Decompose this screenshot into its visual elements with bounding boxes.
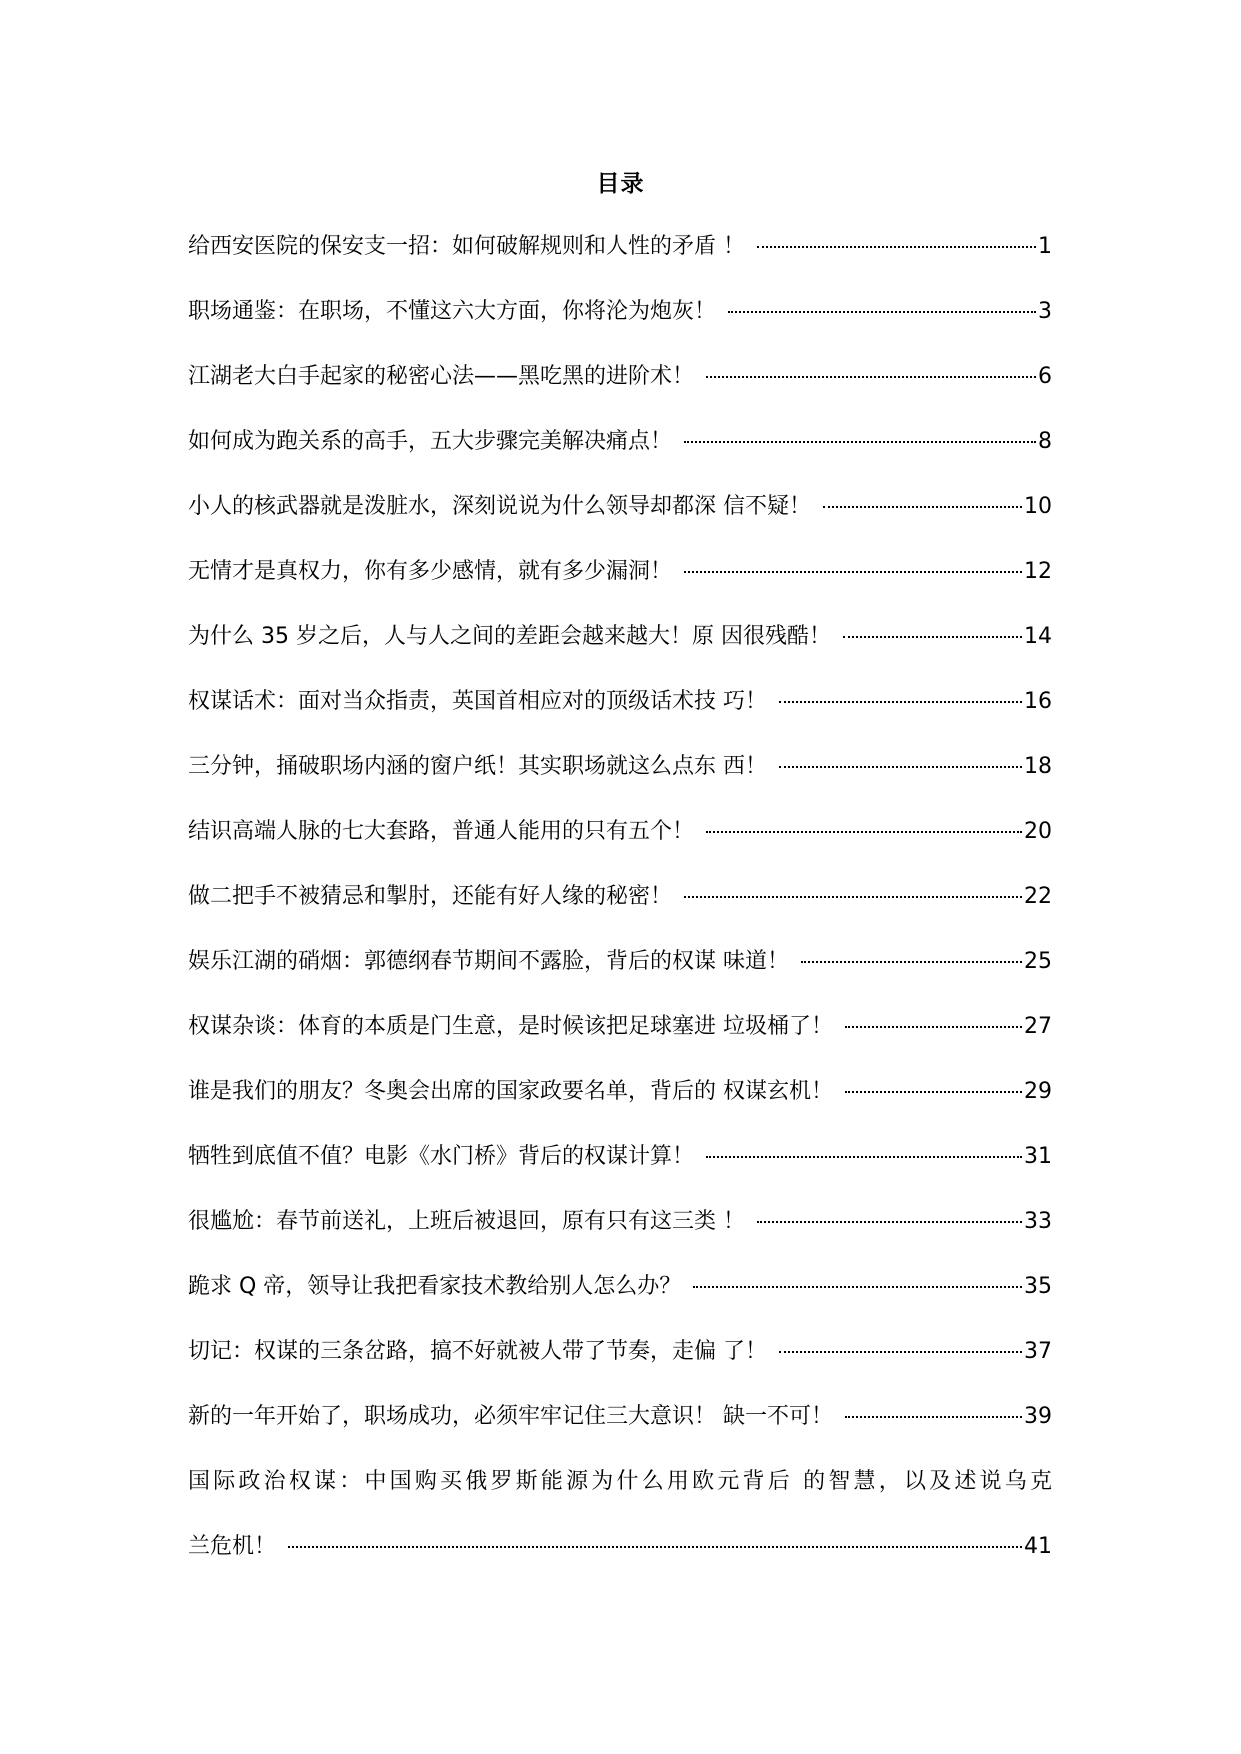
dot-leader — [693, 1286, 1022, 1288]
toc-entry-title: 娱乐江湖的硝烟：郭德纲春节期间不露脸，背后的权谋 味道！ — [188, 949, 789, 974]
toc-page-number: 8 — [1038, 429, 1052, 454]
toc-page-number: 33 — [1024, 1209, 1052, 1234]
toc-entry-title: 跪求 Q 帝，领导让我把看家技术教给别人怎么办？ — [188, 1274, 682, 1299]
toc-entry[interactable] — [188, 294, 1052, 359]
toc-entry-multiline[interactable] — [188, 1464, 1052, 1594]
dot-leader — [288, 1546, 1022, 1548]
dot-leader — [706, 831, 1022, 833]
toc-entry-title-line2: 兰危机！ — [188, 1534, 277, 1559]
toc-entry-title: 切记：权谋的三条岔路，搞不好就被人带了节奏，走偏 了！ — [188, 1339, 767, 1364]
toc-entry[interactable] — [188, 229, 1052, 294]
toc-entry-title: 牺牲到底值不值？电影《水门桥》背后的权谋计算！ — [188, 1144, 695, 1169]
dot-leader — [845, 1026, 1022, 1028]
toc-page-number: 39 — [1024, 1404, 1052, 1429]
toc-entry-title: 三分钟，捅破职场内涵的窗户纸！其实职场就这么点东 西！ — [188, 754, 767, 779]
dot-leader — [845, 1091, 1022, 1093]
toc-page-number: 1 — [1038, 234, 1052, 259]
dot-leader — [779, 1351, 1022, 1353]
toc-entry[interactable] — [188, 814, 1052, 879]
toc-entry-line2 — [188, 1529, 1052, 1594]
dot-leader — [684, 441, 1036, 443]
dot-leader — [823, 506, 1022, 508]
toc-entry-title: 权谋话术：面对当众指责，英国首相应对的顶级话术技 巧！ — [188, 689, 767, 714]
dot-leader — [779, 701, 1022, 703]
toc-entry[interactable] — [188, 359, 1052, 424]
toc-entry[interactable] — [188, 489, 1052, 554]
dot-leader — [757, 246, 1036, 248]
toc-entry[interactable] — [188, 879, 1052, 944]
toc-page-number: 25 — [1024, 949, 1052, 974]
toc-entry-title: 谁是我们的朋友？冬奥会出席的国家政要名单，背后的 权谋玄机！ — [188, 1079, 833, 1104]
toc-page-number: 29 — [1024, 1079, 1052, 1104]
toc-entry-title: 职场通鉴：在职场，不懂这六大方面，你将沦为炮灰！ — [188, 299, 717, 324]
toc-page-number: 16 — [1024, 689, 1052, 714]
toc-page-number: 27 — [1024, 1014, 1052, 1039]
toc-page-number: 10 — [1024, 494, 1052, 519]
dot-leader — [684, 571, 1022, 573]
toc-page-number: 35 — [1024, 1274, 1052, 1299]
toc-page-number: 3 — [1038, 299, 1052, 324]
toc-page-number: 22 — [1024, 884, 1052, 909]
toc-entry[interactable] — [188, 1269, 1052, 1334]
dot-leader — [684, 896, 1022, 898]
toc-entry[interactable] — [188, 684, 1052, 749]
dot-leader — [779, 766, 1022, 768]
toc-entry[interactable] — [188, 619, 1052, 684]
dot-leader — [706, 1156, 1022, 1158]
toc-entry[interactable] — [188, 554, 1052, 619]
toc-entry-title: 很尴尬：春节前送礼，上班后被退回，原有只有这三类 ！ — [188, 1209, 745, 1234]
toc-page-number: 6 — [1038, 364, 1052, 389]
toc-entry-title: 权谋杂谈：体育的本质是门生意，是时候该把足球塞进 垃圾桶了！ — [188, 1014, 833, 1039]
toc-entry-title: 如何成为跑关系的高手，五大步骤完美解决痛点！ — [188, 429, 673, 454]
toc-page-number: 12 — [1024, 559, 1052, 584]
dot-leader — [757, 1221, 1022, 1223]
toc-entry-title: 江湖老大白手起家的秘密心法——黑吃黑的进阶术！ — [188, 364, 695, 389]
toc-entry[interactable] — [188, 1074, 1052, 1139]
toc-page-number: 31 — [1024, 1144, 1052, 1169]
dot-leader — [843, 636, 1022, 638]
toc-entry[interactable] — [188, 424, 1052, 489]
toc-entry[interactable] — [188, 1009, 1052, 1074]
toc-entry[interactable] — [188, 1139, 1052, 1204]
dot-leader — [845, 1416, 1022, 1418]
toc-page-number: 41 — [1024, 1534, 1052, 1559]
toc-entry[interactable] — [188, 1204, 1052, 1269]
toc-page-number: 14 — [1024, 624, 1052, 649]
toc-title: 目录 — [596, 171, 645, 197]
table-of-contents — [188, 229, 1052, 1594]
dot-leader — [706, 376, 1036, 378]
toc-entry-title: 新的一年开始了，职场成功，必须牢牢记住三大意识！ 缺一不可！ — [188, 1404, 833, 1429]
toc-entry-title: 给西安医院的保安支一招：如何破解规则和人性的矛盾 ！ — [188, 234, 745, 259]
toc-entry-title: 结识高端人脉的七大套路，普通人能用的只有五个！ — [188, 819, 695, 844]
toc-entry-title-line1: 国际政治权谋：中国购买俄罗斯能源为什么用欧元背后 的智慧，以及述说乌克 — [188, 1469, 1052, 1494]
toc-entry-title: 做二把手不被猜忌和掣肘，还能有好人缘的秘密！ — [188, 884, 673, 909]
toc-entry-title: 无情才是真权力，你有多少感情，就有多少漏洞！ — [188, 559, 673, 584]
toc-page-number: 37 — [1024, 1339, 1052, 1364]
toc-entry[interactable] — [188, 749, 1052, 814]
toc-entry-title: 小人的核武器就是泼脏水，深刻说说为什么领导却都深 信不疑！ — [188, 494, 811, 519]
toc-entry-title: 为什么 35 岁之后，人与人之间的差距会越来越大！原 因很残酷！ — [188, 624, 831, 649]
toc-entry[interactable] — [188, 1334, 1052, 1399]
toc-entry[interactable] — [188, 1399, 1052, 1464]
toc-entry[interactable] — [188, 944, 1052, 1009]
dot-leader — [728, 311, 1036, 313]
toc-page-number: 20 — [1024, 819, 1052, 844]
dot-leader — [801, 961, 1022, 963]
toc-page-number: 18 — [1024, 754, 1052, 779]
